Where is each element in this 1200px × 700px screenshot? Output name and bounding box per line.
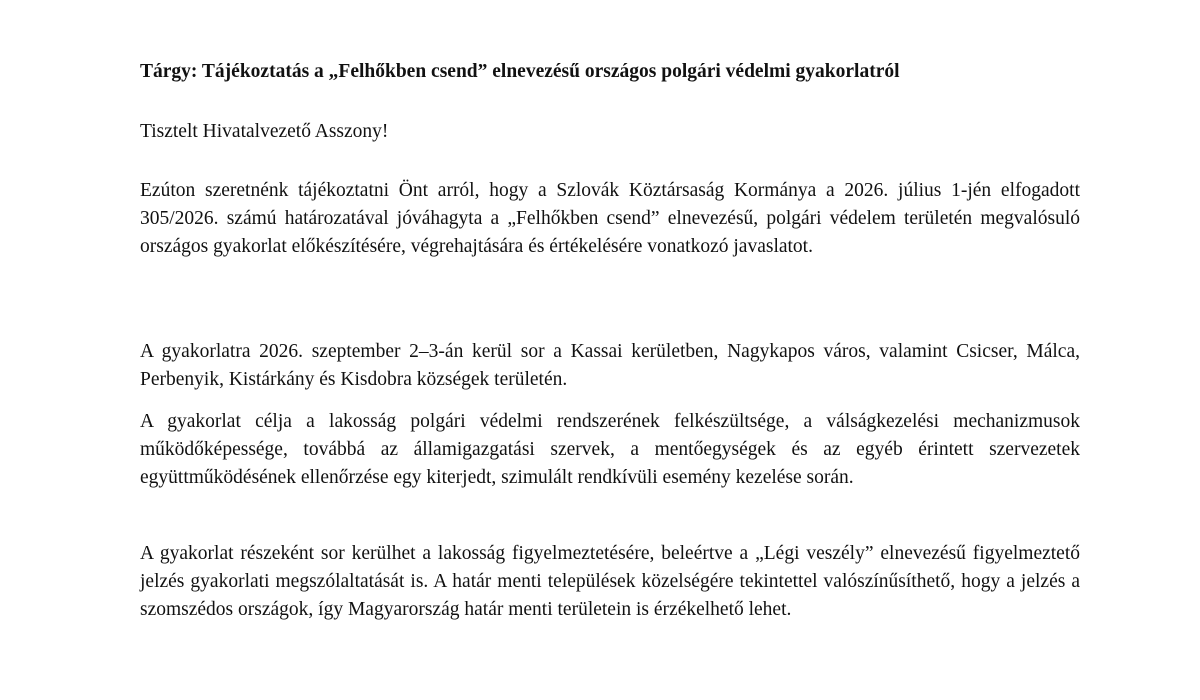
paragraph-public-warning: A gyakorlat részeként sor kerülhet a lakosság figyelmeztetésére, beleértve a „Légi veszély” elnevezésű figyelmeztető jelzés gyakorlati megszólaltatását is. A határ menti települések közelségére tekintettel valószínűsíthető, hogy a jelzés a szomszédos országok, így Magyarország határ menti területein is érzékelhető lehet. — [140, 543, 1080, 620]
paragraph-government-decision: Ezúton szeretnénk tájékoztatni Önt arról, hogy a Szlovák Köztársaság Kormánya a 2026. július 1-jén elfogadott 305/2026. számú határozatával jóváhagyta a „Felhőkben csend” elnevezésű, polgári védelem területén megvalósuló országos gyakorlat előkészítésére, végrehajtására és értékelésére vonatkozó javaslatot. — [140, 180, 1080, 257]
letter-subject: Tárgy: Tájékoztatás a „Felhőkben csend” elnevezésű országos polgári védelmi gyakorlatról — [140, 61, 900, 82]
letter-salutation: Tisztelt Hivatalvezető Asszony! — [140, 121, 389, 142]
paragraph-exercise-date-location: A gyakorlatra 2026. szeptember 2–3-án kerül sor a Kassai kerületben, Nagykapos város, valamint Csicser, Málca, Perbenyik, Kistárkány és Kisdobra községek területén. — [140, 341, 1080, 390]
paragraph-exercise-purpose: A gyakorlat célja a lakosság polgári védelmi rendszerének felkészültsége, a válságkezelési mechanizmusok működőképessége, továbbá az államigazgatási szervek, a mentőegységek és az egyéb érintett szervezetek együttműködésének ellenőrzése egy kiterjedt, szimulált rendkívüli esemény kezelése során. — [140, 411, 1080, 488]
